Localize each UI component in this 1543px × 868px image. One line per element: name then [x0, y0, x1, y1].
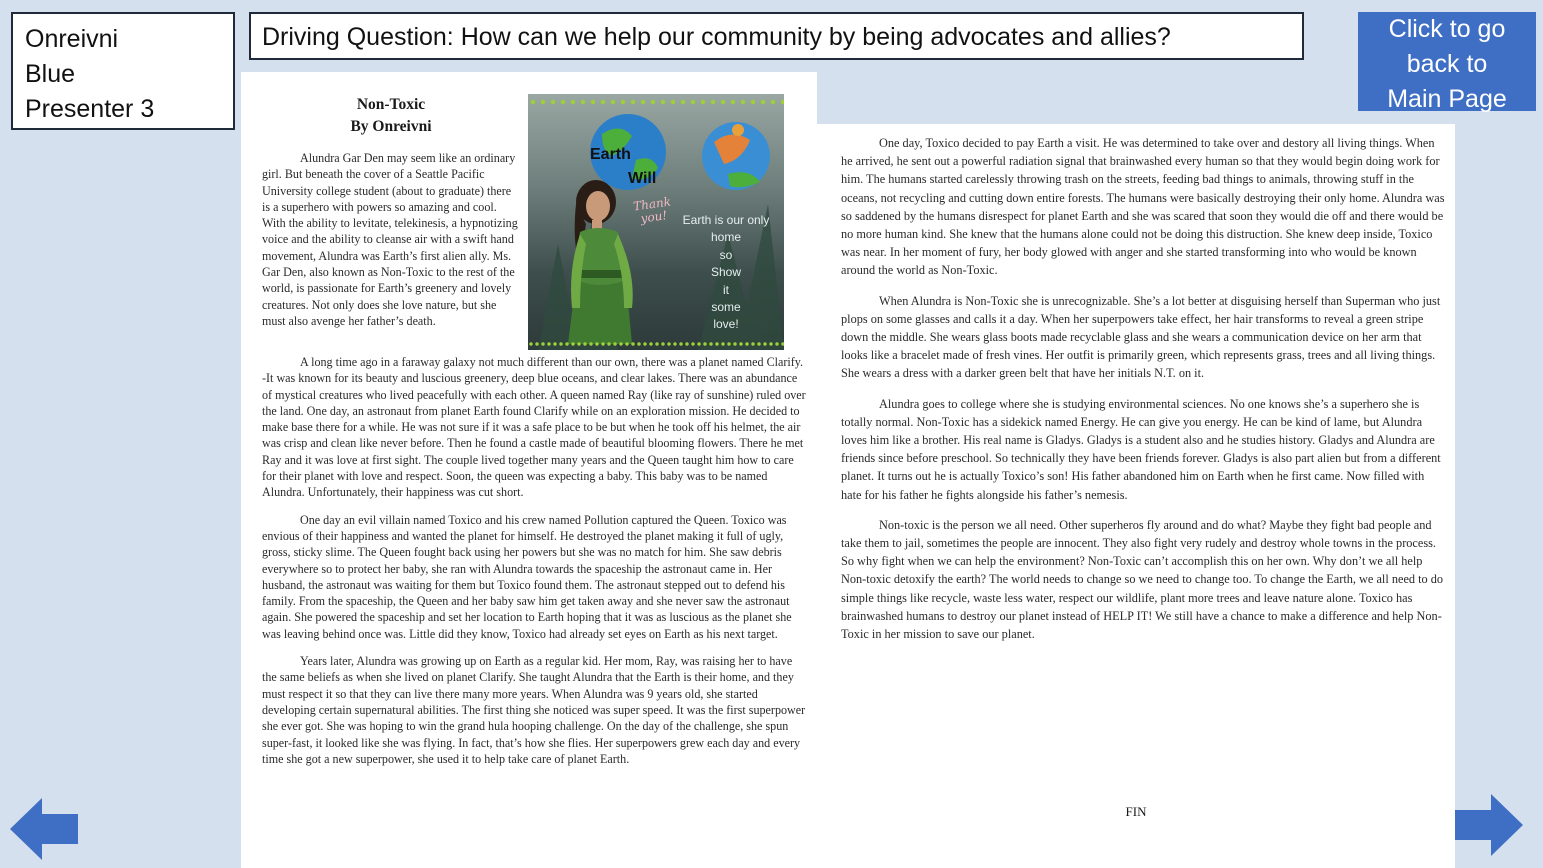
story-page-right — [817, 124, 1455, 868]
slogan-line: so — [719, 247, 733, 262]
story-heading — [263, 94, 519, 138]
story-paragraph: Alundra goes to college where she is studying environmental sciences. No one knows she’s a superhero she is totally normal. Non-Toxic has a sidekick named Energy. He can give you energy. He can be kind of lame, but Alundra loves him like a brother. His real name is Gladys. Gladys is a student also and he studies history. Gladys and Alundra are friends since before preschool. So technically they have been friends forever. Gladys is also part alien but from a different planet. It turns out he is actually Toxico’s son! His father abandoned him on Earth when he first came. Now filled with hate for his father he fights alongside his father’s nemesis. — [841, 396, 1441, 502]
story-body-left — [262, 354, 806, 767]
driving-question: Driving Question: How can we help our community by being advocates and allies? — [249, 12, 1304, 60]
story-end-label: FIN — [1125, 804, 1147, 819]
slogan-line: it — [723, 282, 729, 297]
presenter-info-box — [11, 12, 235, 130]
illustration-will-label: Will — [628, 170, 657, 187]
story-paragraph: When Alundra is Non-Toxic she is unrecognizable. She’s a lot better at disguising herself than Superman who just plops on some glasses and calls it a day. When her superpowers take effect, her hair transforms to reveal a green stripe down the middle. She wears glass boots made recyclable glass and she wears a communication device on her arm that looks like a bracelet made of fresh vines. Her outfit is primarily green, which represents grass, trees and all living things. She wears a dress with a darker green belt that have her initials N.T. on it. — [841, 293, 1441, 381]
story-paragraph: Years later, Alundra was growing up on Earth as a regular kid. Her mom, Ray, was raising her to have the same beliefs as when she lived on planet Clarify. She taught Alundra that the Earth is their home, and they must respect it so that they can live there many more years. When Alundra was 9 years old, she started developing certain supernatural abilities. The first thing she noticed was super speed. It was the first superpower she ever got. She was hoping to win the grand hula hooping challenge. On the day of the challenge, she spun super-fast, it looked like she was flying. In fact, that’s how she flies. Her superpowers grew each day and every time she got a new superpower, she used it to help take care of planet Earth. — [262, 654, 806, 766]
slogan-line: some — [711, 300, 741, 315]
slogan-line: Show — [710, 265, 742, 280]
presenter-group: Blue — [25, 60, 76, 88]
slogan-line: home — [710, 230, 742, 245]
back-to-main-page-button[interactable] — [1358, 12, 1536, 111]
slogan-line: Earth is our only — [682, 213, 770, 227]
illustration-slogan — [668, 212, 784, 334]
story-intro — [262, 150, 518, 329]
story-paragraph: Non-toxic is the person we all need. Other superheros fly around and do what? Maybe they fight bad people and take them to jail, sometimes the people are innocent. They also fight very rudely and destroy whole towns in the process. So why fight when we can help the environment? Non-Toxic can’t accomplish this on her own. Why don’t we all help Non-toxic detoxify the earth? The world needs to change so we need to change too. To change the Earth, we all need to do simple things like recycle, waste less water, respect our wildlife, plant more trees and leave nature alone. Toxico has brainwashed humans to destroy our planet instead of HELP IT! We still have a chance to make a difference and help Non-Toxic in her mission to save our planet. — [841, 517, 1444, 642]
story-paragraph: One day, Toxico decided to pay Earth a visit. He was determined to take over and destory all living things. When he arrived, he sent out a powerful radiation signal that brainwashed every human so that they would begin doing work for him. The humans started carelessly throwing trash on the streets, feeding bad things to animals, throwing stuff in the oceans, not recycling and cutting down entire forests. The humans were basically destroying their only home. Alundra was so saddened by the humans disrespect for planet Earth and she was scared that soon they would die off and there would be no more human kind. She knew that the humans alone could not be doing this distruction. She knew deep inside, Toxico was near. In her moment of fury, her body glowed with anger and she started transforming into who would be known around the world as Non-Toxic. — [841, 136, 1445, 278]
back-button-line-2: back to — [1406, 50, 1488, 78]
illustration-dotted-border-bottom — [528, 340, 784, 348]
story-paragraph: A long time ago in a faraway galaxy not much different than our own, there was a planet named Clarify. -It was known for its beauty and luscious greenery, deep blue oceans, and clear lakes. There was an abundance of mystical creatures who lived peacefully with each other. A queen named Ray (like ray of sunshine) ruled over the land. One day, an astronaut from planet Earth found Clarify while on an exploration mission. He decided to make base there for a while. He was not sure if it was a safe place to be but when he took off his helmet, the air was crisp and clean like never before. Then he found a castle made of beautiful blooming flowers. There he met Ray and it was love at first sight. The couple lived together many years and the Queen taught him how to care for their planet with love and respect. Soon, the queen was expecting a baby. This baby was to be named Alundra. Unfortunately, their happiness was cut short. — [262, 355, 806, 500]
superhero-illustration — [528, 94, 784, 350]
story-body-right — [841, 134, 1445, 643]
back-button-line-1: Click to go — [1388, 15, 1506, 43]
next-slide-arrow-icon[interactable] — [1455, 794, 1525, 856]
story-paragraph: Alundra Gar Den may seem like an ordinary girl. But beneath the cover of a Seattle Pacific University college student (about to graduate) there is a superhero with powers so amazing and cool. With the ability to levitate, telekinesis, a hypnotizing voice and the ability to cleanse air with a swift hand movement, Alundra was Earth’s first alien ally. Ms. Gar Den, also known as Non-Toxic to the rest of the world, is passionate for Earth’s greenery and lovely creatures. Not only does she love nature, but she must also avenge her father’s death. — [262, 151, 518, 328]
illustration-thank-you: Thank you! — [632, 194, 672, 226]
presenter-name: Onreivni — [25, 25, 119, 53]
story-paragraph: One day an evil villain named Toxico and his crew named Pollution captured the Queen. Toxico was envious of their happiness and wanted the planet for himself. He destroyed the planet making it full of ugly, gross, sticky slime. The Queen fought back using her powers but she was no match for him. She saw debris everywhere so to protect her baby, she ran with Alundra towards the spaceship the astronaut came in. Her husband, the astronaut was waiting for them but Toxico found them. The astronaut stepped out to defend his family. From the spaceship, the Queen and her baby saw him get taken away and she never saw the astronaut again. She powered the spaceship and set her location to Earth hoping that it was as luscious as the planet she was leaving behind once was. Little did they know, Toxico had already set eyes on Earth as his next target. — [262, 512, 792, 641]
previous-slide-arrow-icon[interactable] — [10, 798, 80, 860]
story-byline: By Onreivni — [350, 118, 432, 135]
back-button-line-3: Main Page — [1387, 85, 1507, 113]
story-title: Non-Toxic — [356, 96, 426, 113]
illustration-earth-label: Earth — [590, 146, 631, 163]
story-page-left — [241, 72, 817, 868]
presenter-number: Presenter 3 — [25, 95, 155, 123]
slogan-line: love! — [713, 317, 739, 332]
